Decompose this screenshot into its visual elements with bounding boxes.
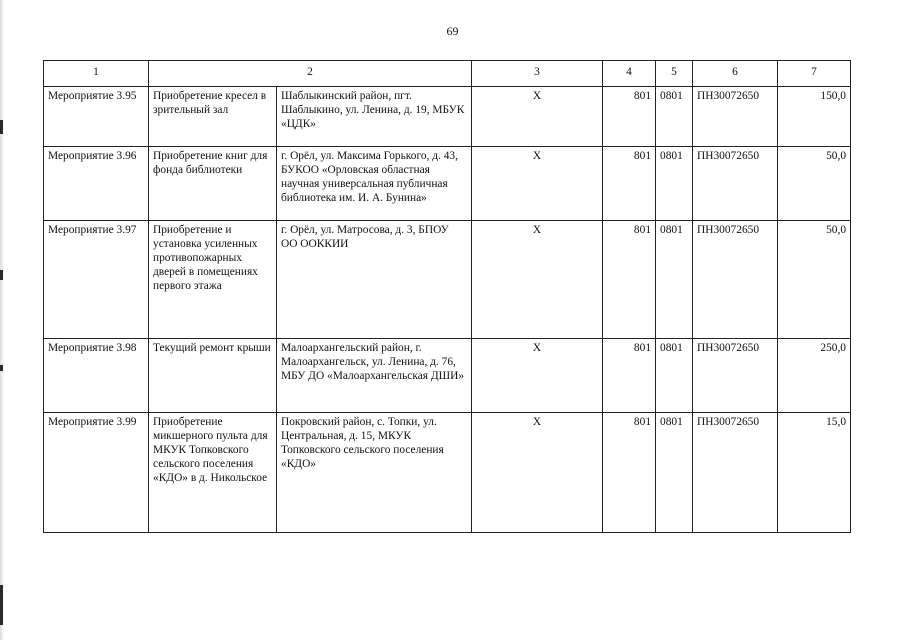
table-row: [44, 147, 851, 221]
col5-cell: 0801: [656, 413, 693, 533]
column-header-4: 4: [603, 61, 656, 87]
col4-cell: 801: [603, 147, 656, 221]
name-cell: Приобретение микшерного пульта для МКУК Топковского сельского поселения «КДО» в д. Никольское: [149, 413, 277, 533]
col5-cell: 0801: [656, 87, 693, 147]
col7-cell: 150,0: [778, 87, 851, 147]
event-cell: Мероприятие 3.95: [44, 87, 149, 147]
column-header-1: 1: [44, 61, 149, 87]
column-header-3: 3: [472, 61, 603, 87]
table-row: [44, 221, 851, 339]
table-row: [44, 87, 851, 147]
name-cell: Приобретение книг для фонда библиотеки: [149, 147, 277, 221]
col6-cell: ПН30072650: [693, 87, 778, 147]
col7-cell: 15,0: [778, 413, 851, 533]
col6-cell: ПН30072650: [693, 147, 778, 221]
name-cell: Приобретение и установка усиленных противопожарных дверей в помещениях первого этажа: [149, 221, 277, 339]
address-cell: Малоархангельский район, г. Малоархангельск, ул. Ленина, д. 76, МБУ ДО «Малоархангельская ДШИ»: [277, 339, 472, 413]
col3-cell: Х: [472, 339, 603, 413]
address-cell: Покровский район, с. Топки, ул. Центральная, д. 15, МКУК Топковского сельского поселения «КДО»: [277, 413, 472, 533]
budget-table: [43, 60, 851, 533]
column-header-5: 5: [656, 61, 693, 87]
col5-cell: 0801: [656, 339, 693, 413]
event-cell: Мероприятие 3.97: [44, 221, 149, 339]
address-cell: Шаблыкинский район, пгт. Шаблыкино, ул. Ленина, д. 19, МБУК «ЦДК»: [277, 87, 472, 147]
col7-cell: 50,0: [778, 147, 851, 221]
col3-cell: Х: [472, 147, 603, 221]
col4-cell: 801: [603, 413, 656, 533]
col6-cell: ПН30072650: [693, 339, 778, 413]
table-row: [44, 339, 851, 413]
col4-cell: 801: [603, 339, 656, 413]
scan-mark: [0, 120, 3, 134]
name-cell: Приобретение кресел в зрительный зал: [149, 87, 277, 147]
table-row: [44, 413, 851, 533]
name-cell: Текущий ремонт крыши: [149, 339, 277, 413]
col6-cell: ПН30072650: [693, 413, 778, 533]
table-header-row: [44, 61, 851, 87]
col7-cell: 250,0: [778, 339, 851, 413]
scan-edge-shadow: [0, 0, 4, 640]
column-header-7: 7: [778, 61, 851, 87]
scan-mark: [0, 270, 3, 280]
event-cell: Мероприятие 3.96: [44, 147, 149, 221]
col4-cell: 801: [603, 221, 656, 339]
col4-cell: 801: [603, 87, 656, 147]
col3-cell: Х: [472, 413, 603, 533]
column-header-6: 6: [693, 61, 778, 87]
scan-mark: [0, 585, 3, 625]
column-header-2: 2: [149, 61, 472, 87]
address-cell: г. Орёл, ул. Матросова, д. 3, БПОУ ОО ООККИИ: [277, 221, 472, 339]
col3-cell: Х: [472, 221, 603, 339]
address-cell: г. Орёл, ул. Максима Горького, д. 43, БУКОО «Орловская областная научная универсальная публичная библиотека им. И. А. Бунина»: [277, 147, 472, 221]
event-cell: Мероприятие 3.99: [44, 413, 149, 533]
col6-cell: ПН30072650: [693, 221, 778, 339]
col5-cell: 0801: [656, 221, 693, 339]
scan-mark: [0, 365, 3, 371]
col5-cell: 0801: [656, 147, 693, 221]
event-cell: Мероприятие 3.98: [44, 339, 149, 413]
col3-cell: Х: [472, 87, 603, 147]
page-number: 69: [446, 24, 459, 38]
col7-cell: 50,0: [778, 221, 851, 339]
